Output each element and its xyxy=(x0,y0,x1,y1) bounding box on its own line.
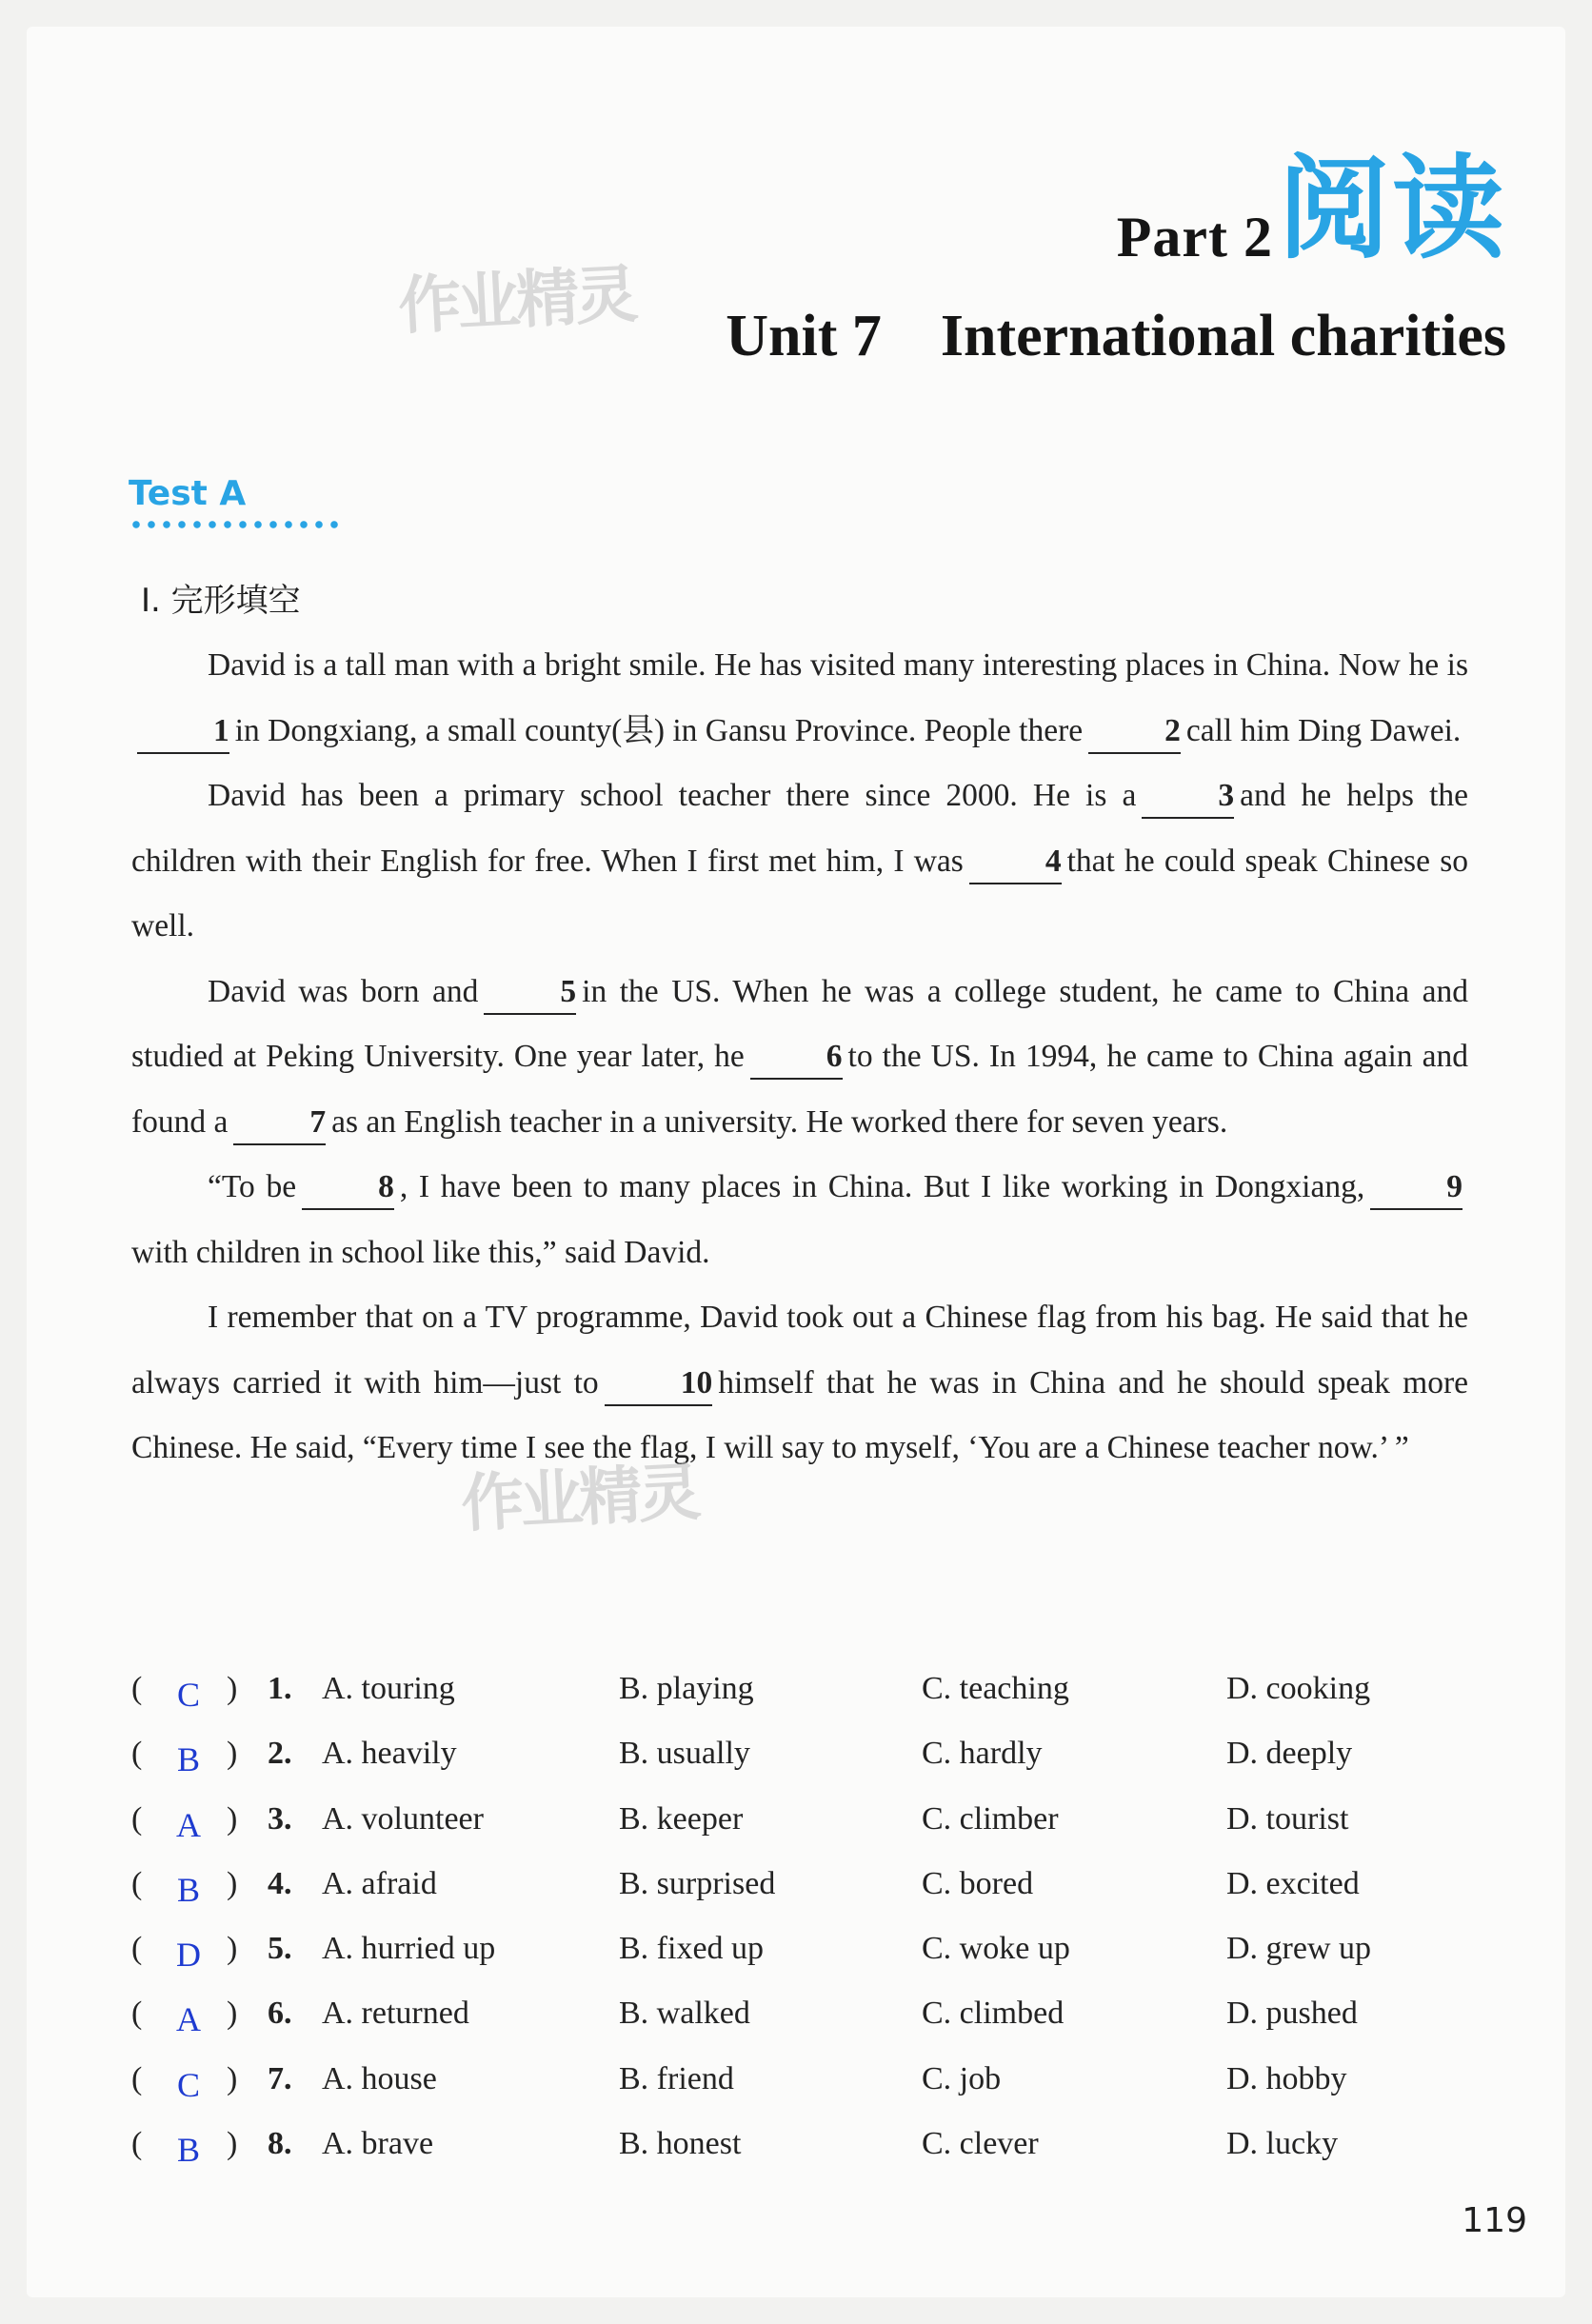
question-row: ( A ) 6. A. returned B. walked C. climbed D. pushed xyxy=(131,1996,1358,2039)
blank-8: 8 xyxy=(302,1166,394,1210)
question-number: 8. xyxy=(268,2126,292,2162)
blank-5: 5 xyxy=(484,971,576,1015)
option-d: D. pushed xyxy=(1226,1996,1358,2032)
option-d: D. grew up xyxy=(1226,1931,1372,1967)
question-number: 7. xyxy=(268,2060,292,2096)
watermark: 作业精灵 xyxy=(459,1455,700,1541)
question-number: 4. xyxy=(268,1865,292,1901)
option-b: B. usually xyxy=(619,1736,750,1772)
option-a: A. volunteer xyxy=(322,1800,484,1837)
answer: B xyxy=(176,1740,200,1779)
option-a: A. touring xyxy=(322,1671,455,1706)
watermark: 作业精灵 xyxy=(396,257,637,344)
option-d: D. excited xyxy=(1226,1865,1360,1901)
unit-title xyxy=(726,303,1506,370)
option-a: A. hurried up xyxy=(322,1931,496,1967)
page-number: 119 xyxy=(1462,2201,1527,2240)
option-b: B. surprised xyxy=(619,1865,776,1901)
option-c: C. hardly xyxy=(922,1736,1043,1772)
answer: A xyxy=(176,2000,201,2039)
option-d: D. lucky xyxy=(1226,2126,1339,2162)
blank-1: 1 xyxy=(137,710,229,754)
paragraph-2: David has been a primary school teacher there since 2000. He is a 3 and he helps the children with their English for free. When I first met him, I was 4 that he could speak Chinese so well. xyxy=(131,764,1468,960)
option-b: B. playing xyxy=(619,1671,754,1706)
test-label-dots xyxy=(129,520,343,529)
option-b: B. fixed up xyxy=(619,1931,765,1967)
answer: C xyxy=(176,2065,200,2104)
question-row: ( D ) 5. A. hurried up B. fixed up C. woke up D. grew up xyxy=(131,1931,1372,1975)
blank-6: 6 xyxy=(750,1036,843,1080)
answer: B xyxy=(176,2131,200,2170)
question-row: ( B ) 8. A. brave B. honest C. clever D. lucky xyxy=(131,2126,1339,2170)
question-row: ( B ) 2. A. heavily B. usually C. hardly D. deeply xyxy=(131,1736,1353,1779)
question-number: 3. xyxy=(268,1800,292,1837)
option-b: B. keeper xyxy=(619,1800,744,1837)
blank-10: 10 xyxy=(605,1362,713,1406)
question-number: 6. xyxy=(268,1996,292,2032)
blank-9: 9 xyxy=(1370,1166,1463,1210)
question-number: 1. xyxy=(268,1671,292,1706)
option-c: C. bored xyxy=(922,1865,1034,1901)
answer: A xyxy=(176,1805,201,1844)
answer: D xyxy=(176,1936,201,1975)
option-c: C. climbed xyxy=(922,1996,1065,2032)
paragraph-1: David is a tall man with a bright smile. He has visited many interesting places in China. Now he is1 in Dongxiang, a small county(县) in Gansu Province. People there 2 call him Ding Dawei. xyxy=(131,633,1468,764)
answer: C xyxy=(176,1676,200,1714)
cloze-passage xyxy=(131,633,1468,1481)
option-a: A. house xyxy=(322,2060,437,2096)
option-a: A. returned xyxy=(322,1996,469,2032)
question-row: ( B ) 4. A. afraid B. surprised C. bored D. excited xyxy=(131,1865,1360,1909)
option-a: A. heavily xyxy=(322,1736,457,1772)
question-number: 2. xyxy=(268,1736,292,1772)
option-b: B. friend xyxy=(619,2060,734,2096)
unit-number: Unit 7 xyxy=(726,304,882,368)
option-d: D. tourist xyxy=(1226,1800,1349,1837)
test-label: Test A xyxy=(129,474,247,513)
question-list xyxy=(131,1671,1468,2191)
option-c: C. job xyxy=(922,2060,1002,2096)
question-row: ( C ) 1. A. touring B. playing C. teaching D. cooking xyxy=(131,1671,1371,1714)
paragraph-5: I remember that on a TV programme, David took out a Chinese flag from his bag. He said that he always carried it with him—just to 10 himself that he was in China and he should speak more Chinese. He said, “Every time I see the flag, I will say to myself, ‘You are a Chinese teacher now.’ ” xyxy=(131,1300,1469,1465)
paragraph-4: “To be 8 , I have been to many places in China. But I like working in Dongxiang, 9with children in school like this,” said David. xyxy=(131,1155,1468,1285)
option-c: C. woke up xyxy=(922,1931,1070,1967)
question-row: ( C ) 7. A. house B. friend C. job D. hobby xyxy=(131,2060,1347,2104)
option-c: C. climber xyxy=(922,1800,1059,1837)
option-d: D. cooking xyxy=(1226,1671,1371,1706)
question-row: ( A ) 3. A. volunteer B. keeper C. climber D. tourist xyxy=(131,1800,1349,1844)
option-c: C. clever xyxy=(922,2126,1039,2162)
option-d: D. deeply xyxy=(1226,1736,1353,1772)
question-number: 5. xyxy=(268,1931,292,1967)
section-heading: Ⅰ. 完形填空 xyxy=(141,582,301,620)
part-label: Part 2 xyxy=(1116,206,1273,268)
blank-7: 7 xyxy=(233,1102,326,1145)
option-d: D. hobby xyxy=(1226,2060,1347,2096)
option-a: A. brave xyxy=(322,2126,434,2162)
blank-4: 4 xyxy=(969,841,1062,884)
answer: B xyxy=(176,1870,200,1909)
blank-2: 2 xyxy=(1088,710,1181,754)
blank-3: 3 xyxy=(1142,775,1234,819)
option-b: B. honest xyxy=(619,2126,742,2162)
unit-name: International charities xyxy=(940,304,1506,368)
part-chinese-title: 阅读 xyxy=(1277,143,1506,274)
option-a: A. afraid xyxy=(322,1865,437,1901)
option-b: B. walked xyxy=(619,1996,750,2032)
paragraph-3: David was born and 5 in the US. When he was a college student, he came to China and studied at Peking University. One year later, he 6 to the US. In 1994, he came to China again and found a 7 as an English teacher in a university. He worked there for seven years. xyxy=(131,960,1468,1156)
option-c: C. teaching xyxy=(922,1671,1069,1706)
